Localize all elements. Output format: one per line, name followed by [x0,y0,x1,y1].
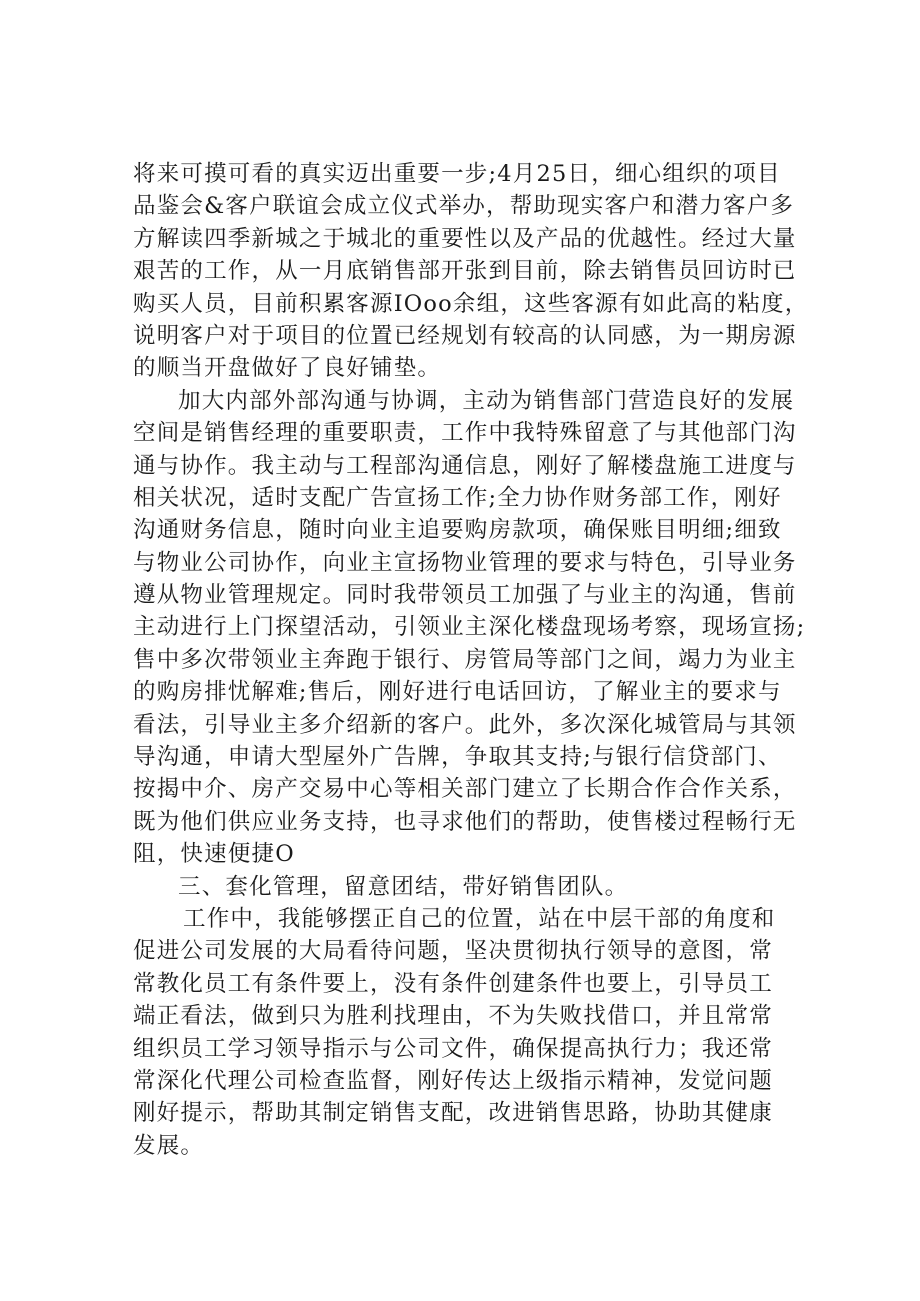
text-line: 沟通财务信息，随时向业主追要购房款项，确保账目明细;细致 [133,517,782,544]
heading-line: 三、套化管理，留意团结，带好销售团队。 [178,873,629,900]
paragraph-team-management [133,903,803,1162]
text-line: 空间是销售经理的重要职责，工作中我特殊留意了与其他部门沟 [133,420,797,447]
text-line: 的购房排忧解难;售后，刚好进行电话回访，了解业主的要求与 [133,679,782,706]
text-line: 通与协作。我主动与工程部沟通信息，刚好了解楼盘施工进度与 [133,452,797,479]
text-line: 说明客户对于项目的位置已经规划有较高的认同感，为一期房源 [133,322,797,349]
text-line: 品鉴会&客户联谊会成立仪式举办，帮助现实客户和潜力客户多 [133,193,795,220]
text-line: 的顺当开盘做好了良好铺垫。 [133,355,442,382]
text-line: 刚好提示，帮助其制定销售支配，改进销售思路，协助其健康 [133,1100,773,1127]
text-line: 将来可摸可看的真实迈出重要一步;4月25日，细心组织的项目 [133,161,781,187]
text-line: 既为他们供应业务支持，也寻求他们的帮助，使售楼过程畅行无 [133,808,797,835]
text-line: 与物业公司协作，向业主宣扬物业管理的要求与特色，引导业务 [133,549,797,576]
text-line: 常教化员工有条件要上，没有条件创建条件也要上，引导员工 [133,970,773,997]
text-line: 常深化代理公司检查监督，刚好传达上级指示精神，发觉问题 [133,1067,773,1094]
text-line: 遵从物业管理规定。同时我带领员工加强了与业主的沟通，售前 [133,582,797,609]
text-line: 方解读四季新城之于城北的重要性以及产品的优越性。经过大量 [133,225,797,252]
text-line: 加大内部外部沟通与协调，主动为销售部门营造良好的发展 [178,387,795,414]
text-line: 主动进行上门探望活动，引领业主深化楼盘现场考察，现场宣扬; [133,614,806,641]
text-line: 导沟通，申请大型屋外广告牌，争取其支持;与银行信贷部门、 [133,744,782,771]
text-line: 看法，引导业主多介绍新的客户。此外，多次深化城管局与其领 [133,711,797,738]
text-line: 促进公司发展的大局看待问题，坚决贯彻执行领导的意图，常 [133,938,773,965]
text-line: 按揭中介、房产交易中心等相关部门建立了长期合作合作关系， [133,776,797,803]
paragraph-communication [133,385,806,871]
text-line: 艰苦的工作，从一月底销售部开张到目前，除去销售员回访时已 [133,258,797,285]
text-line: 购买人员，目前积累客源IOoo余组，这些客源有如此高的粘度， [133,290,809,317]
text-line: 组织员工学习领导指示与公司文件，确保提高执行力；我还常 [133,1035,773,1062]
text-line: 相关状况，适时支配广告宣扬工作;全力协作财务部工作，刚好 [133,484,782,511]
text-line: 端正看法，做到只为胜利找理由，不为失败找借口，并且常常 [133,1003,773,1030]
paragraph-project-promotion [133,158,809,385]
text-line: 工作中，我能够摆正自己的位置，站在中层干部的角度和 [183,905,776,932]
section-heading [133,871,803,903]
document-body [133,158,809,1162]
text-line: 售中多次带领业主奔跑于银行、房管局等部门之间，竭力为业主 [133,646,797,673]
text-line: 阻，快速便捷O [133,841,295,868]
text-line: 发展。 [133,1132,205,1159]
